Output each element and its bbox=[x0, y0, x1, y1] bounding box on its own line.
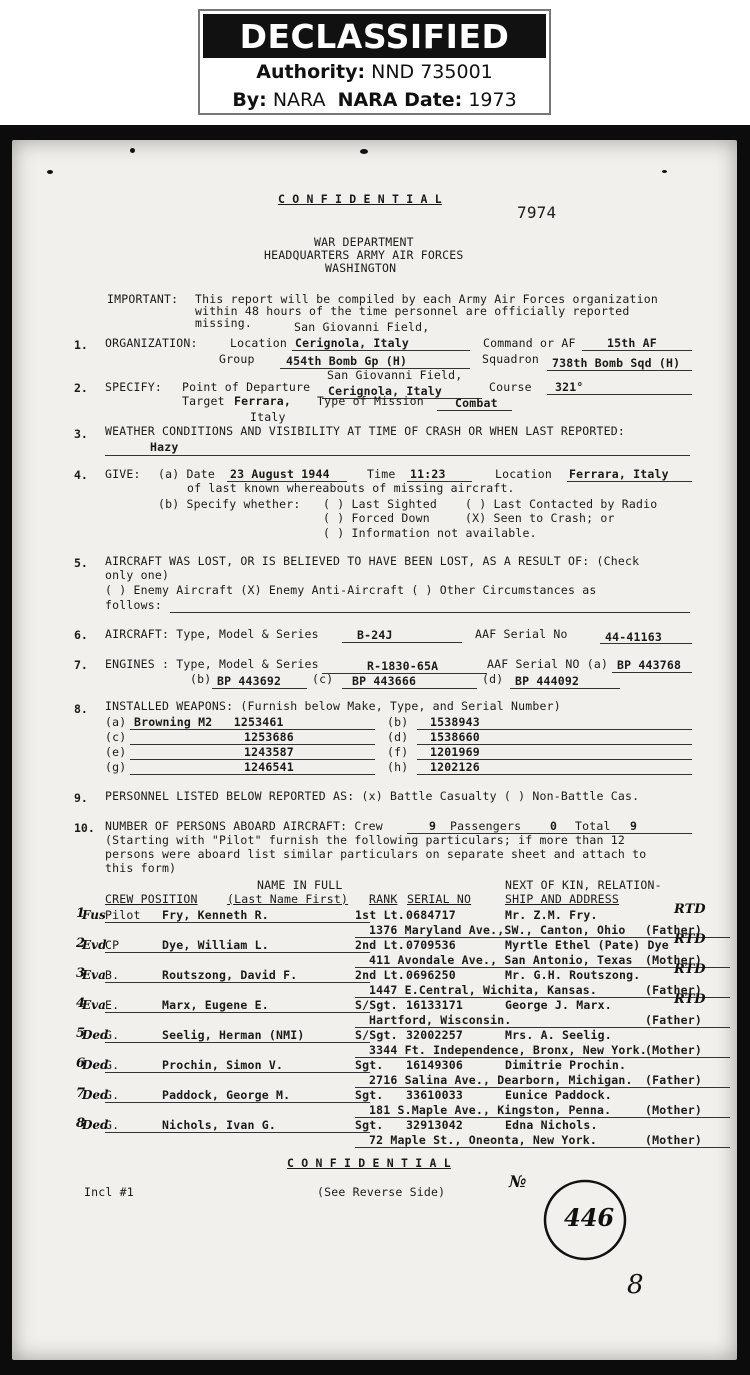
course-label: Course bbox=[489, 380, 532, 394]
weapon-value: 1202126 bbox=[430, 760, 480, 774]
group-value: 454th Bomb Gp (H) bbox=[286, 354, 408, 368]
underline bbox=[105, 952, 370, 953]
reverse-side-note: (See Reverse Side) bbox=[317, 1185, 446, 1199]
aircraft-serial-label: AAF Serial No bbox=[475, 627, 568, 641]
engine-serial-label: AAF Serial NO (a) bbox=[487, 657, 609, 671]
target-value: Ferrara, bbox=[234, 394, 291, 408]
underline bbox=[417, 774, 692, 775]
crew-rtd-mark: RTD bbox=[674, 962, 706, 977]
persons-line-2: (Starting with "Pilot" furnish the following particulars; if more than 12 bbox=[105, 833, 626, 847]
crew-rank: 1st Lt. bbox=[355, 908, 405, 922]
crew-address: 1447 E.Central, Wichita, Kansas. bbox=[369, 983, 597, 997]
underline bbox=[105, 922, 370, 923]
crew-position: G. bbox=[105, 1058, 120, 1072]
crew-relation: (Father) bbox=[645, 1073, 702, 1087]
date-label: (a) Date bbox=[158, 467, 215, 481]
crew-rank: S/Sgt. bbox=[355, 998, 398, 1012]
personnel-status: PERSONNEL LISTED BELOW REPORTED AS: (x) Battle Casualty ( ) Non-Battle Cas. bbox=[105, 789, 640, 803]
crew-count: 9 bbox=[429, 819, 437, 833]
crew-next-of-kin: Mr. Z.M. Fry. bbox=[505, 908, 598, 922]
engine-a: BP 443768 bbox=[617, 658, 682, 672]
section-number: 5. bbox=[74, 556, 88, 570]
squadron-value: 738th Bomb Sqd (H) bbox=[552, 356, 681, 370]
crew-row-number: 4 bbox=[76, 996, 86, 1011]
crew-serial: 33610033 bbox=[406, 1088, 463, 1102]
crew-next-of-kin: Dimitrie Prochin. bbox=[505, 1058, 627, 1072]
crew-row-number: 2 bbox=[76, 936, 86, 951]
crew-next-of-kin: Eunice Paddock. bbox=[505, 1088, 612, 1102]
crew-name: Prochin, Simon V. bbox=[162, 1058, 284, 1072]
underline bbox=[612, 672, 692, 673]
command-label: Command or AF bbox=[483, 336, 576, 350]
crew-next-of-kin: Mr. G.H. Routszong. bbox=[505, 968, 641, 982]
weapon-label: (h) bbox=[387, 760, 409, 774]
underline bbox=[600, 643, 692, 644]
underline bbox=[105, 1012, 370, 1013]
engines-label: ENGINES : Type, Model & Series bbox=[105, 657, 319, 671]
crew-rank: 2nd Lt. bbox=[355, 938, 405, 952]
opt-forced-down: ( ) Forced Down bbox=[323, 511, 430, 525]
persons-line-3: persons were aboard list similar particulars on separate sheet and attach to bbox=[105, 847, 647, 861]
crew-serial: 16149306 bbox=[406, 1058, 463, 1072]
crew-name: Dye, William L. bbox=[162, 938, 269, 952]
weapons-label: INSTALLED WEAPONS: (Furnish below Make, Type, and Serial Number) bbox=[105, 699, 561, 713]
specify-whether: (b) Specify whether: bbox=[158, 497, 301, 511]
section-number: 2. bbox=[74, 381, 88, 395]
crew-next-of-kin: Mrs. A. Seelig. bbox=[505, 1028, 612, 1042]
classification-header: C O N F I D E N T I A L bbox=[278, 192, 442, 206]
circled-number: 446 bbox=[564, 1203, 615, 1232]
dept-line-2: HEADQUARTERS ARMY AIR FORCES bbox=[264, 248, 464, 262]
crew-handwritten-status: Fus bbox=[82, 908, 106, 922]
crew-serial: 0696250 bbox=[406, 968, 456, 982]
total-label: Total bbox=[575, 819, 611, 833]
declassified-stamp bbox=[198, 9, 551, 115]
crew-name: Paddock, George M. bbox=[162, 1088, 291, 1102]
crew-address: 411 Avondale Ave., San Antonio, Texas bbox=[369, 953, 633, 967]
persons-line-4: this form) bbox=[105, 861, 177, 875]
crew-position: G. bbox=[105, 1088, 120, 1102]
crew-name: Fry, Kenneth R. bbox=[162, 908, 269, 922]
handwritten-mark: 8 bbox=[627, 1270, 644, 1300]
crew-handwritten-status: Ded bbox=[82, 1088, 109, 1102]
lost-line-4: follows: bbox=[105, 598, 162, 612]
header-kin: SHIP AND ADDRESS bbox=[505, 892, 619, 906]
date-value: 23 August 1944 bbox=[230, 467, 330, 481]
important-label: IMPORTANT: bbox=[107, 292, 179, 306]
crew-rank: Sgt. bbox=[355, 1118, 384, 1132]
ink-speck bbox=[130, 148, 135, 153]
crew-handwritten-status: Eva bbox=[82, 998, 106, 1012]
opt-last-sighted: ( ) Last Sighted bbox=[323, 497, 437, 511]
location-above: San Giovanni Field, bbox=[294, 320, 430, 334]
target-label: Target bbox=[182, 394, 225, 408]
lost-line-3: ( ) Enemy Aircraft (X) Enemy Anti-Aircraft ( ) Other Circumstances as bbox=[105, 583, 597, 597]
underline bbox=[582, 350, 692, 351]
crew-position: G. bbox=[105, 1118, 120, 1132]
total-count: 9 bbox=[630, 819, 638, 833]
crew-handwritten-status: Ded bbox=[82, 1118, 109, 1132]
engine-b: BP 443692 bbox=[217, 674, 282, 688]
opt-radio: ( ) Last Contacted by Radio bbox=[465, 497, 658, 511]
crew-rank: Sgt. bbox=[355, 1088, 384, 1102]
crew-address: 181 S.Maple Ave., Kingston, Penna. bbox=[369, 1103, 612, 1117]
weather-label: WEATHER CONDITIONS AND VISIBILITY AT TIME OF CRASH OR WHEN LAST REPORTED: bbox=[105, 424, 626, 438]
underline bbox=[105, 1042, 370, 1043]
crew-handwritten-status: Evd bbox=[82, 938, 107, 952]
whereabouts-text: of last known whereabouts of missing aircraft. bbox=[187, 481, 515, 495]
underline bbox=[510, 688, 620, 689]
crew-row-number: 7 bbox=[76, 1086, 86, 1101]
departure-value: Cerignola, Italy bbox=[328, 384, 442, 398]
engine-b-label: (b) bbox=[190, 672, 212, 686]
weapon-label: (d) bbox=[387, 730, 409, 744]
engine-c-label: (c) bbox=[312, 672, 334, 686]
time-value: 11:23 bbox=[410, 467, 446, 481]
crew-address: 3344 Ft. Independence, Bronx, New York. bbox=[369, 1043, 647, 1057]
crew-rank: S/Sgt. bbox=[355, 1028, 398, 1042]
section-number: 9. bbox=[74, 791, 88, 805]
header-kin-top: NEXT OF KIN, RELATION- bbox=[505, 878, 662, 892]
classification-footer: C O N F I D E N T I A L bbox=[287, 1156, 451, 1170]
section-number: 4. bbox=[74, 468, 88, 482]
weapon-label: (g) bbox=[105, 760, 127, 774]
crew-rtd-mark: RTD bbox=[674, 992, 706, 1007]
inclosure-label: Incl #1 bbox=[84, 1185, 134, 1199]
aircraft-serial: 44-41163 bbox=[605, 630, 662, 644]
underline bbox=[130, 774, 375, 775]
stamp-date: By: NARA NARA Date: 1973 bbox=[232, 89, 517, 111]
important-text-1: This report will be compiled by each Army Air Forces organization bbox=[195, 292, 659, 306]
underline bbox=[342, 642, 462, 643]
mission-value: Combat bbox=[455, 396, 498, 410]
crew-position: G. bbox=[105, 1028, 120, 1042]
crew-rank: Sgt. bbox=[355, 1058, 384, 1072]
important-text-3: missing. bbox=[195, 316, 252, 330]
engine-c: BP 443666 bbox=[352, 674, 417, 688]
weather-value: Hazy bbox=[150, 440, 179, 454]
crew-name: Nichols, Ivan G. bbox=[162, 1118, 276, 1132]
crew-address: 72 Maple St., Oneonta, New York. bbox=[369, 1133, 597, 1147]
crew-relation: (Father) bbox=[645, 923, 702, 937]
underline bbox=[105, 1072, 370, 1073]
underline bbox=[547, 394, 692, 395]
crew-row-number: 1 bbox=[76, 906, 86, 921]
aircraft-model: B-24J bbox=[357, 628, 393, 642]
header-name-top: NAME IN FULL bbox=[257, 878, 343, 892]
crew-name: Seelig, Herman (NMI) bbox=[162, 1028, 305, 1042]
crew-name: Marx, Eugene E. bbox=[162, 998, 269, 1012]
crew-relation: (Father) bbox=[645, 1013, 702, 1027]
crew-rtd-mark: RTD bbox=[674, 932, 706, 947]
passengers-count: 0 bbox=[550, 819, 558, 833]
weapon-value: 1538943 bbox=[430, 715, 480, 729]
crew-next-of-kin: Myrtle Ethel (Pate) Dye bbox=[505, 938, 669, 952]
command-value: 15th AF bbox=[607, 336, 657, 350]
document-number: 7974 bbox=[517, 203, 557, 222]
crew-relation: (Mother) bbox=[645, 1103, 702, 1117]
section-number: 10. bbox=[74, 821, 95, 835]
target-below: Italy bbox=[250, 410, 286, 424]
opt-info-na: ( ) Information not available. bbox=[323, 526, 537, 540]
crew-address: 2716 Salina Ave., Dearborn, Michigan. bbox=[369, 1073, 633, 1087]
location-label: Location bbox=[230, 336, 287, 350]
crew-position: B. bbox=[105, 968, 120, 982]
dept-line-3: WASHINGTON bbox=[325, 261, 397, 275]
organization-label: ORGANIZATION: bbox=[105, 336, 198, 350]
weapon-value: 1253686 bbox=[244, 730, 294, 744]
lost-line-1: AIRCRAFT WAS LOST, OR IS BELIEVED TO HAVE BEEN LOST, AS A RESULT OF: (Check bbox=[105, 554, 640, 568]
crew-row-number: 3 bbox=[76, 966, 86, 981]
crew-address: Hartford, Wisconsin. bbox=[369, 1013, 512, 1027]
ink-speck bbox=[360, 149, 368, 154]
ink-speck bbox=[47, 170, 53, 174]
section-number: 6. bbox=[74, 628, 88, 642]
crew-serial: 32913042 bbox=[406, 1118, 463, 1132]
underline bbox=[105, 1132, 370, 1133]
underline bbox=[547, 370, 692, 371]
header-name: (Last Name First) bbox=[227, 892, 349, 906]
underline bbox=[437, 410, 512, 411]
underline bbox=[567, 481, 692, 482]
header-serial: SERIAL NO bbox=[407, 892, 472, 906]
crew-relation: (Mother) bbox=[645, 953, 702, 967]
loc-label: Location bbox=[495, 467, 552, 481]
crew-row-number: 5 bbox=[76, 1026, 86, 1041]
weapon-label: (b) bbox=[387, 715, 409, 729]
underline bbox=[292, 350, 470, 351]
underline bbox=[105, 1102, 370, 1103]
section-number: 8. bbox=[74, 702, 88, 716]
crew-position: CP bbox=[105, 938, 120, 952]
stamp-heading: DECLASSIFIED bbox=[203, 14, 546, 58]
weapon-label: (c) bbox=[105, 730, 127, 744]
crew-row-number: 6 bbox=[76, 1056, 86, 1071]
location-value: Cerignola, Italy bbox=[295, 336, 409, 350]
persons-label: NUMBER OF PERSONS ABOARD AIRCRAFT: Crew bbox=[105, 819, 383, 833]
departure-above: San Giovanni Field, bbox=[327, 368, 463, 382]
specify-label: SPECIFY: bbox=[105, 380, 162, 394]
weapon-value: 1538660 bbox=[430, 730, 480, 744]
engine-d: BP 444092 bbox=[515, 674, 580, 688]
weapon-label: (a) bbox=[105, 715, 127, 729]
underline bbox=[355, 1147, 730, 1148]
crew-serial: 0684717 bbox=[406, 908, 456, 922]
crew-handwritten-status: Eva bbox=[82, 968, 106, 982]
stamp-authority: Authority: NND 735001 bbox=[256, 61, 493, 83]
engine-d-label: (d) bbox=[482, 672, 504, 686]
opt-seen-crash: (X) Seen to Crash; or bbox=[465, 511, 615, 525]
departure-label: Point of Departure bbox=[182, 380, 311, 394]
crew-handwritten-status: Ded bbox=[82, 1058, 109, 1072]
crew-row-number: 8 bbox=[76, 1116, 86, 1131]
crew-serial: 0709536 bbox=[406, 938, 456, 952]
lost-line-2: only one) bbox=[105, 568, 170, 582]
crew-name: Routszong, David F. bbox=[162, 968, 298, 982]
underline bbox=[212, 688, 307, 689]
engine-model: R-1830-65A bbox=[367, 659, 439, 673]
important-text-2: within 48 hours of the time personnel are officially reported bbox=[195, 304, 630, 318]
weapon-value: 1246541 bbox=[244, 760, 294, 774]
underline bbox=[105, 982, 370, 983]
weapon-label: (e) bbox=[105, 745, 127, 759]
underline bbox=[105, 455, 690, 456]
section-number: 7. bbox=[74, 658, 88, 672]
squadron-label: Squadron bbox=[482, 352, 539, 366]
weapon-value: 1243587 bbox=[244, 745, 294, 759]
course-value: 321° bbox=[555, 380, 584, 394]
loc-value: Ferrara, Italy bbox=[569, 467, 669, 481]
crew-handwritten-status: Ded bbox=[82, 1028, 109, 1042]
crew-next-of-kin: George J. Marx. bbox=[505, 998, 612, 1012]
weapon-value: Browning M2 1253461 bbox=[134, 715, 284, 729]
aircraft-label: AIRCRAFT: Type, Model & Series bbox=[105, 627, 319, 641]
time-label: Time bbox=[367, 467, 396, 481]
header-rank: RANK bbox=[369, 892, 398, 906]
crew-relation: (Mother) bbox=[645, 1043, 702, 1057]
crew-rtd-mark: RTD bbox=[674, 902, 706, 917]
ink-speck bbox=[662, 170, 667, 173]
underline bbox=[170, 612, 690, 613]
crew-serial: 32002257 bbox=[406, 1028, 463, 1042]
section-number: 1. bbox=[74, 338, 88, 352]
crew-next-of-kin: Edna Nichols. bbox=[505, 1118, 598, 1132]
weapon-label: (f) bbox=[387, 745, 409, 759]
give-label: GIVE: bbox=[105, 467, 141, 481]
crew-serial: 16133171 bbox=[406, 998, 463, 1012]
header-position: CREW POSITION bbox=[105, 892, 198, 906]
mission-label: Type of Mission bbox=[317, 394, 424, 408]
crew-relation: (Mother) bbox=[645, 1133, 702, 1147]
crew-position: Pilot bbox=[105, 908, 141, 922]
document-page bbox=[12, 140, 737, 1360]
weapon-value: 1201969 bbox=[430, 745, 480, 759]
group-label: Group bbox=[219, 352, 255, 366]
section-number: 3. bbox=[74, 427, 88, 441]
crew-position: E. bbox=[105, 998, 120, 1012]
crew-rank: 2nd Lt. bbox=[355, 968, 405, 982]
passengers-label: Passengers bbox=[450, 819, 522, 833]
underline bbox=[342, 688, 477, 689]
crew-address: 1376 Maryland Ave.,SW., Canton, Ohio bbox=[369, 923, 626, 937]
handwritten-no: № bbox=[509, 1172, 527, 1191]
crew-relation: (Father) bbox=[645, 983, 702, 997]
dept-line-1: WAR DEPARTMENT bbox=[314, 235, 414, 249]
